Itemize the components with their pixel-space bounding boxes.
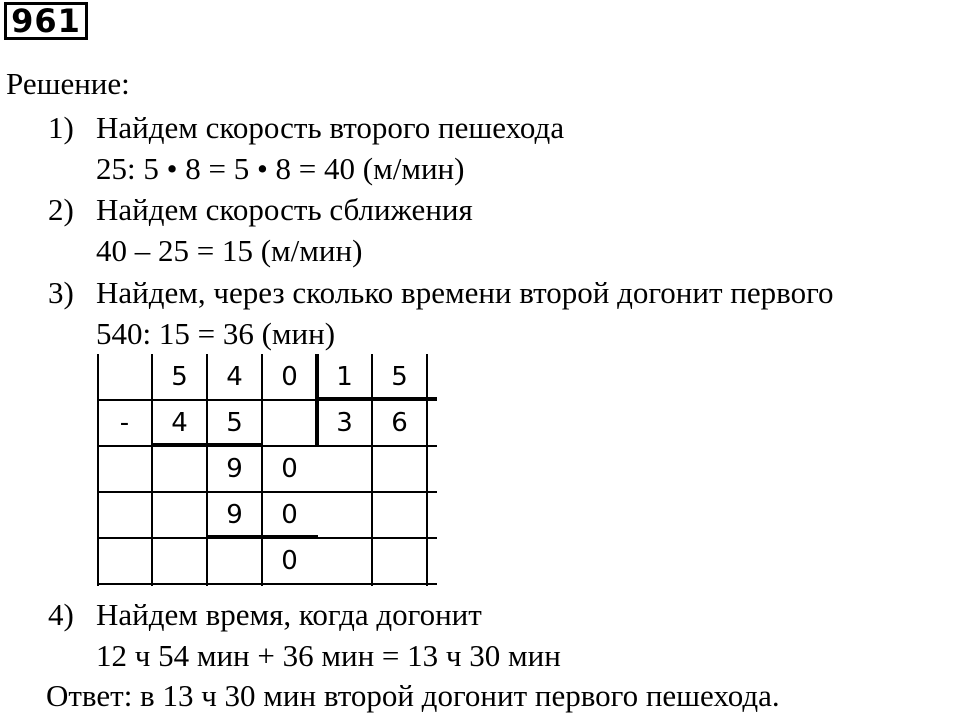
step-2-title: Найдем скорость сближения: [96, 192, 473, 227]
step-3-title: Найдем, через сколько времени второй догонит первого: [96, 275, 834, 310]
digit-dividend-4: 4: [226, 362, 243, 392]
step-2-number: 2): [48, 192, 74, 227]
step-1-number: 1): [48, 110, 74, 145]
digit-remainder-0: 0: [281, 454, 298, 484]
digit-final-remainder-0: 0: [281, 546, 298, 576]
digit-subtrahend-9: 9: [226, 500, 243, 530]
step-1-title: Найдем скорость второго пешехода: [96, 110, 565, 145]
digit-quotient-3: 3: [336, 408, 353, 438]
digit-remainder-9: 9: [226, 454, 243, 484]
step-2-calc: 40 – 25 = 15 (м/мин): [96, 233, 363, 268]
digit-quotient-6: 6: [391, 408, 408, 438]
minus-sign: -: [119, 408, 130, 438]
digit-divisor-1: 1: [336, 362, 353, 392]
digit-dividend-5: 5: [171, 362, 188, 392]
step-3-calc: 540: 15 = 36 (мин): [96, 316, 336, 351]
digit-dividend-0: 0: [281, 362, 298, 392]
step-1-calc: 25: 5 • 8 = 5 • 8 = 40 (м/мин): [96, 151, 465, 186]
step-4-number: 4): [48, 597, 74, 632]
digit-divisor-5: 5: [391, 362, 408, 392]
long-division-grid: [97, 354, 437, 586]
digit-subtrahend-5: 5: [226, 408, 243, 438]
digit-subtrahend-4: 4: [171, 408, 188, 438]
solution-heading: Решение:: [6, 66, 130, 101]
step-3-number: 3): [48, 275, 74, 310]
step-4-calc: 12 ч 54 мин + 36 мин = 13 ч 30 мин: [96, 638, 561, 673]
digit-subtrahend-0: 0: [281, 500, 298, 530]
problem-number: 961: [4, 2, 88, 40]
step-4-title: Найдем время, когда догонит: [96, 597, 482, 632]
answer-line: Ответ: в 13 ч 30 мин второй догонит первого пешехода.: [46, 678, 780, 713]
